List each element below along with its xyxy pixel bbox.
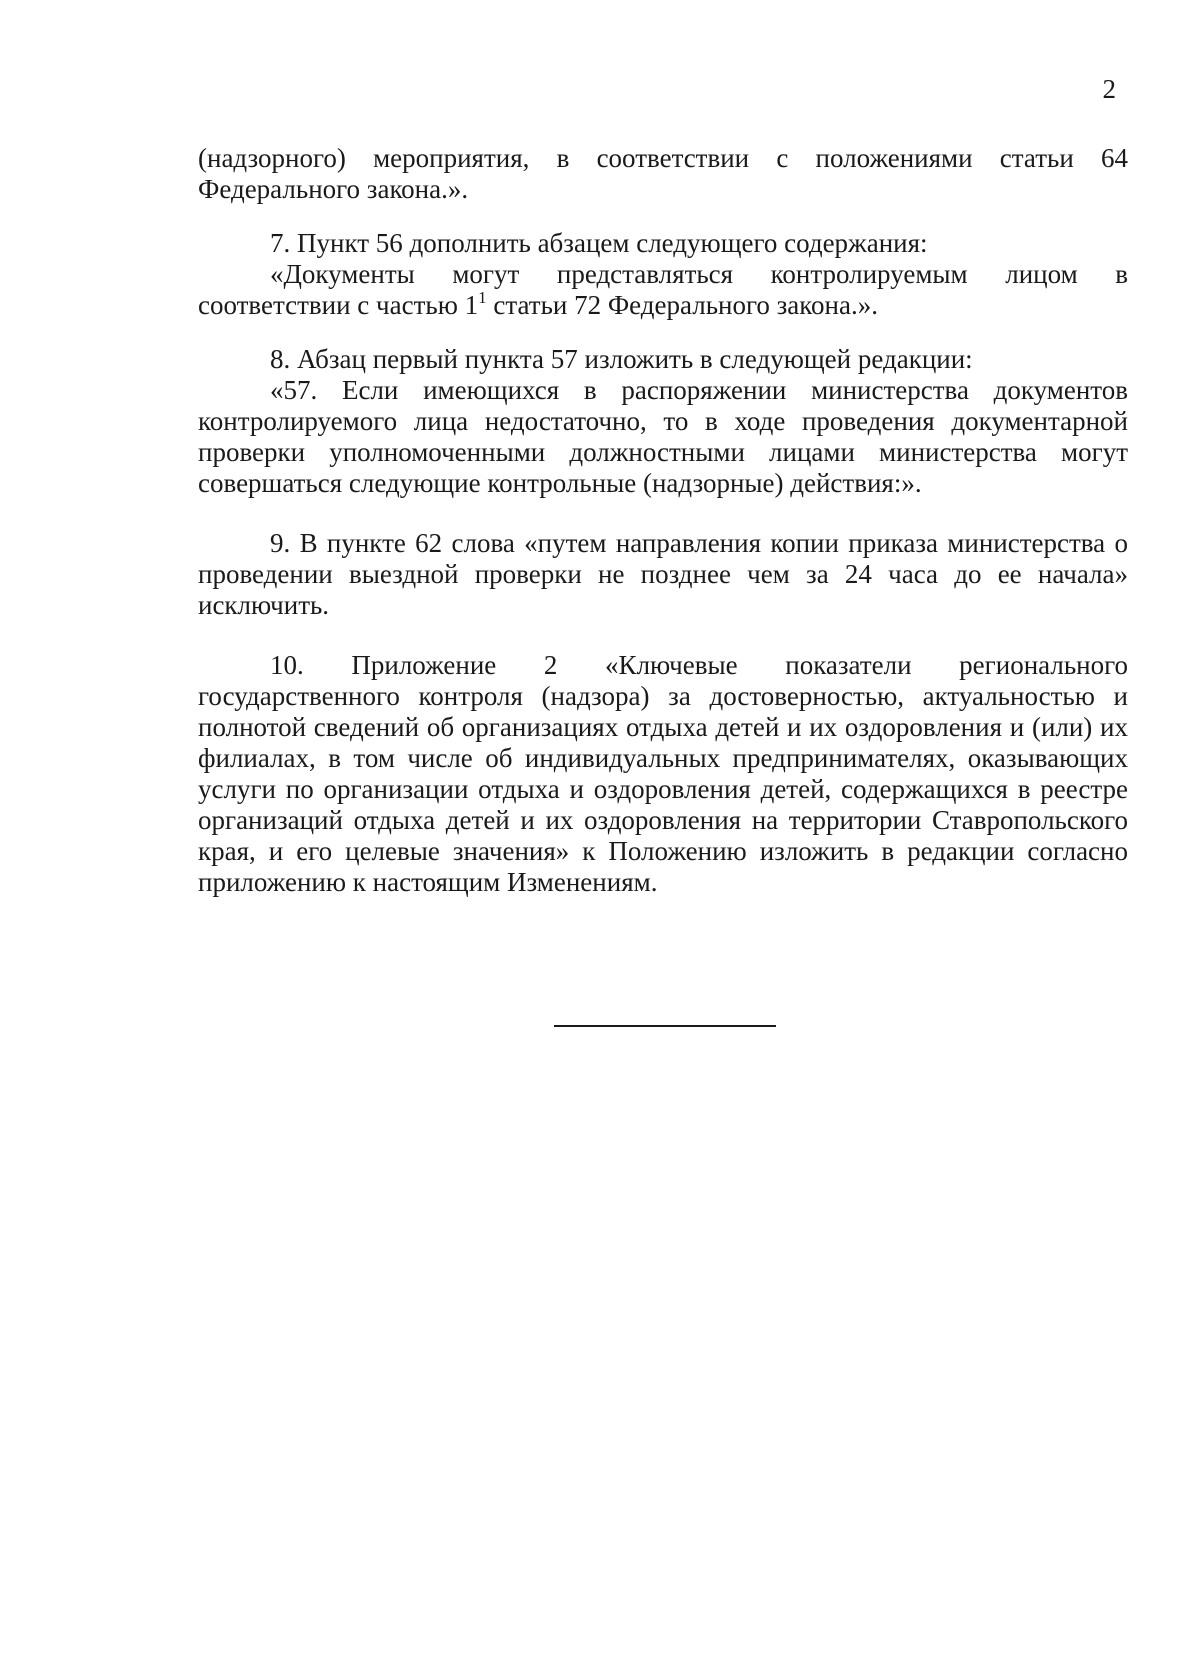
- quote-text-end: статьи 72 Федерального закона.».: [486, 290, 878, 320]
- paragraph-item-8: 8. Абзац первый пункта 57 изложить в следующей редакции:: [270, 344, 973, 374]
- closing-rule: [554, 1025, 776, 1027]
- page-number: 2: [1102, 74, 1116, 104]
- quote-text-start: «Документы могут представляться контролируемым лицом в соответствии с частью 1: [198, 259, 1128, 320]
- paragraph-item-9: 9. В пункте 62 слова «путем направления копии приказа министерства о проведении выездной проверки не позднее чем за 24 часа до ее начала» исключить.: [198, 528, 1128, 620]
- paragraph-item-10: 10. Приложение 2 «Ключевые показатели регионального государственного контроля (надзора) за достоверностью, актуальностью и полнотой сведений об организациях отдыха детей и их оздоровления и (или) их филиалах, в том числе об индивидуальных предпринимателях, оказывающих услуги по организации отдыха и оздоровления детей, содержащихся в реестре организаций отдыха детей и их оздоровления на территории Ставропольского края, и его целевые значения» к Положению изложить в редакции согласно приложению к настоящим Изменениям.: [198, 650, 1128, 897]
- paragraph-item-7-quote: [198, 259, 1128, 321]
- superscript-index: 1: [478, 288, 487, 307]
- document-body: [198, 143, 1128, 898]
- paragraph-item-7: 7. Пункт 56 дополнить абзацем следующего содержания:: [270, 228, 928, 258]
- paragraph-item-8-quote: «57. Если имеющихся в распоряжении министерства документов контролируемого лица недостаточно, то в ходе проведения документарной проверки уполномоченными должностными лицами министерства могут совершаться следующие контрольные (надзорные) действия:».: [198, 375, 1128, 498]
- paragraph-continuation: (надзорного) мероприятия, в соответствии с положениями статьи 64 Федерального закона.».: [198, 143, 1128, 204]
